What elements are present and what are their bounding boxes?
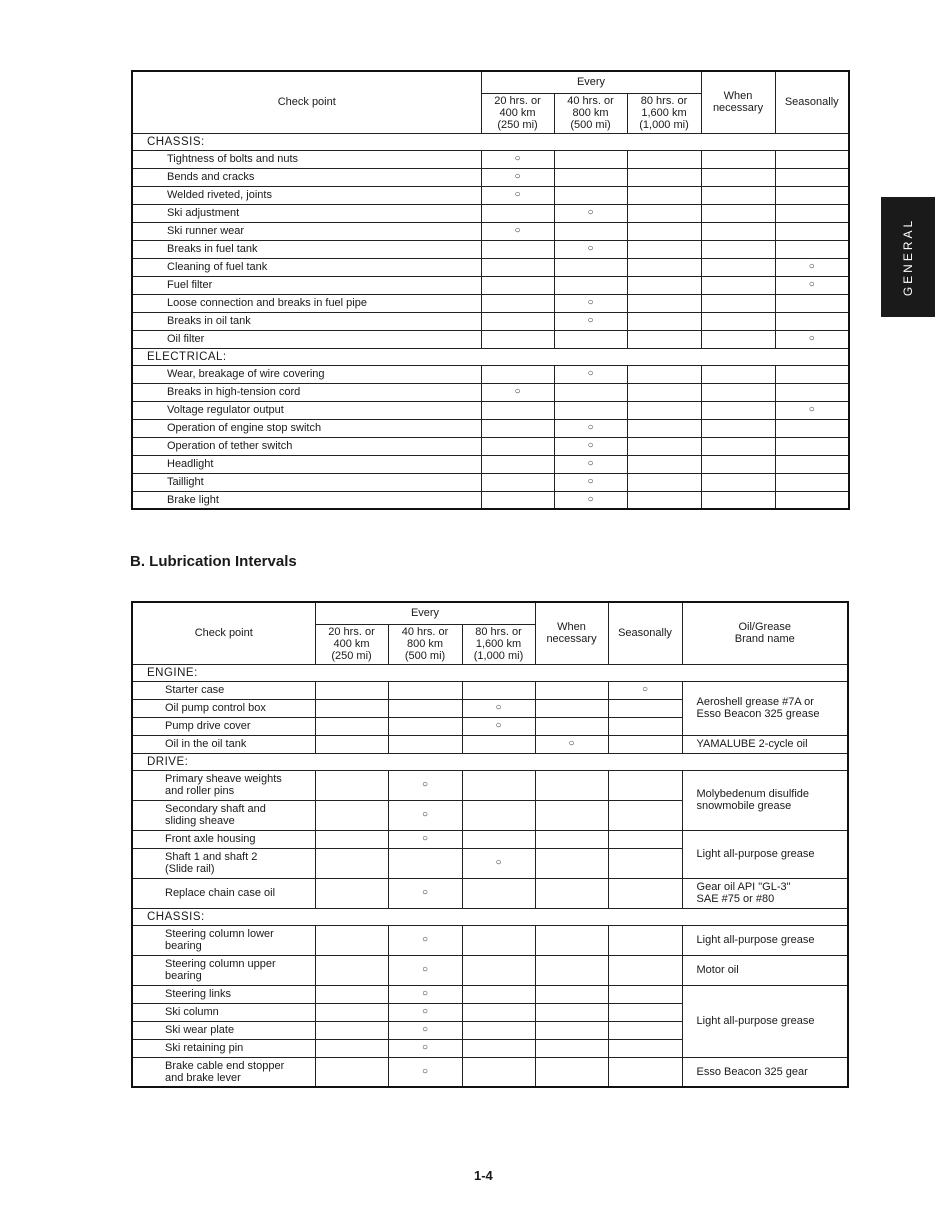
interval-mark [315, 925, 388, 955]
interval-mark [388, 681, 462, 699]
interval-mark [535, 770, 608, 800]
interval-mark [388, 717, 462, 735]
table-row [132, 770, 848, 800]
interval-mark: ○ [554, 365, 627, 383]
interval-mark [775, 383, 849, 401]
interval-mark [535, 1021, 608, 1039]
table-row [132, 204, 849, 222]
interval-mark [554, 401, 627, 419]
interval-mark [481, 294, 554, 312]
interval-mark: ○ [481, 168, 554, 186]
table-row [132, 168, 849, 186]
interval-mark [315, 717, 388, 735]
interval-mark [462, 770, 535, 800]
interval-mark [627, 491, 701, 509]
interval-mark [315, 985, 388, 1003]
interval-mark [608, 985, 682, 1003]
interval-mark [627, 222, 701, 240]
table-row [132, 312, 849, 330]
brand-name: Molybedenum disulfide snowmobile grease [682, 770, 848, 830]
interval-mark [627, 240, 701, 258]
interval-mark: ○ [554, 312, 627, 330]
table-row [132, 735, 848, 753]
interval-mark [627, 473, 701, 491]
check-item: Steering links [132, 985, 315, 1003]
interval-mark [775, 473, 849, 491]
interval-mark [315, 848, 388, 878]
table-row [132, 419, 849, 437]
interval-mark [627, 455, 701, 473]
interval-mark [701, 294, 775, 312]
interval-mark [627, 330, 701, 348]
interval-mark [388, 699, 462, 717]
interval-mark [608, 800, 682, 830]
check-item: Breaks in fuel tank [132, 240, 481, 258]
interval-mark: ○ [554, 240, 627, 258]
interval-mark [315, 1039, 388, 1057]
table-row [132, 383, 849, 401]
interval-mark [315, 955, 388, 985]
interval-mark: ○ [554, 437, 627, 455]
brand-name: YAMALUBE 2-cycle oil [682, 735, 848, 753]
table-row [132, 955, 848, 985]
table-row [132, 365, 849, 383]
table-row [132, 455, 849, 473]
interval-mark [315, 1021, 388, 1039]
interval-mark [535, 717, 608, 735]
table-row [132, 240, 849, 258]
interval-mark [627, 383, 701, 401]
check-item: Tightness of bolts and nuts [132, 150, 481, 168]
interval-mark [554, 186, 627, 204]
check-item: Loose connection and breaks in fuel pipe [132, 294, 481, 312]
interval-mark: ○ [388, 770, 462, 800]
check-item: Ski adjustment [132, 204, 481, 222]
section-row [132, 133, 849, 150]
interval-mark [627, 258, 701, 276]
interval-mark [775, 294, 849, 312]
interval-mark: ○ [388, 925, 462, 955]
interval-mark: ○ [554, 419, 627, 437]
check-item: Brake light [132, 491, 481, 509]
interval-mark [388, 848, 462, 878]
interval-mark [775, 455, 849, 473]
interval-mark [627, 419, 701, 437]
interval-mark [315, 681, 388, 699]
interval-mark [481, 491, 554, 509]
when-necessary-header: When necessary [701, 71, 775, 133]
brand-name: Light all-purpose grease [682, 925, 848, 955]
interval-mark [701, 437, 775, 455]
interval-mark [462, 1057, 535, 1087]
check-item: Oil in the oil tank [132, 735, 315, 753]
table-row [132, 925, 848, 955]
check-item: Brake cable end stopper and brake lever [132, 1057, 315, 1087]
check-item: Oil pump control box [132, 699, 315, 717]
interval-mark [462, 878, 535, 908]
interval-mark [481, 437, 554, 455]
interval-mark [627, 276, 701, 294]
interval-mark: ○ [388, 878, 462, 908]
section-tab-label: GENERAL [901, 217, 916, 297]
table-row [132, 294, 849, 312]
check-item: Wear, breakage of wire covering [132, 365, 481, 383]
interval-mark: ○ [481, 150, 554, 168]
interval-mark: ○ [388, 955, 462, 985]
interval-mark [627, 186, 701, 204]
interval-mark [535, 878, 608, 908]
interval-mark [627, 437, 701, 455]
interval-mark [701, 258, 775, 276]
interval-header: 40 hrs. or 800 km (500 mi) [554, 93, 627, 133]
interval-mark: ○ [554, 473, 627, 491]
table-row [132, 276, 849, 294]
interval-mark [701, 150, 775, 168]
interval-mark [627, 401, 701, 419]
interval-mark [627, 204, 701, 222]
check-item: Headlight [132, 455, 481, 473]
interval-header: 80 hrs. or 1,600 km (1,000 mi) [462, 624, 535, 664]
interval-mark [462, 681, 535, 699]
check-item: Breaks in oil tank [132, 312, 481, 330]
interval-mark [554, 276, 627, 294]
interval-mark [627, 312, 701, 330]
interval-mark [481, 419, 554, 437]
interval-mark: ○ [388, 985, 462, 1003]
interval-mark [481, 276, 554, 294]
table-row [132, 186, 849, 204]
interval-mark [462, 925, 535, 955]
interval-mark [608, 735, 682, 753]
interval-mark [462, 735, 535, 753]
check-item: Shaft 1 and shaft 2 (Slide rail) [132, 848, 315, 878]
interval-mark [701, 204, 775, 222]
interval-mark: ○ [554, 294, 627, 312]
check-item: Cleaning of fuel tank [132, 258, 481, 276]
interval-mark: ○ [481, 186, 554, 204]
interval-mark [535, 985, 608, 1003]
interval-mark [535, 1003, 608, 1021]
brand-name: Gear oil API "GL-3" SAE #75 or #80 [682, 878, 848, 908]
check-item: Operation of engine stop switch [132, 419, 481, 437]
every-header: Every [315, 602, 535, 624]
check-item: Replace chain case oil [132, 878, 315, 908]
interval-mark [535, 848, 608, 878]
interval-mark [554, 383, 627, 401]
page-number: 1-4 [474, 1168, 493, 1183]
interval-mark [535, 681, 608, 699]
interval-mark [481, 312, 554, 330]
interval-mark [462, 985, 535, 1003]
check-item: Steering column upper bearing [132, 955, 315, 985]
interval-mark [608, 830, 682, 848]
interval-mark [481, 365, 554, 383]
interval-mark: ○ [481, 222, 554, 240]
interval-mark [315, 770, 388, 800]
check-point-header: Check point [132, 602, 315, 664]
section-row [132, 908, 848, 925]
interval-mark [608, 848, 682, 878]
brand-name: Light all-purpose grease [682, 830, 848, 878]
interval-mark [315, 699, 388, 717]
interval-mark [701, 222, 775, 240]
interval-mark [701, 383, 775, 401]
section-tab-general [881, 197, 935, 317]
check-item: Front axle housing [132, 830, 315, 848]
check-item: Ski runner wear [132, 222, 481, 240]
interval-mark [701, 455, 775, 473]
section-title: CHASSIS: [132, 133, 849, 150]
check-item: Ski wear plate [132, 1021, 315, 1039]
interval-mark [701, 276, 775, 294]
interval-mark [775, 150, 849, 168]
interval-mark [481, 258, 554, 276]
section-title: ENGINE: [132, 664, 848, 681]
table-row [132, 258, 849, 276]
interval-mark: ○ [462, 699, 535, 717]
interval-mark [775, 240, 849, 258]
interval-mark [462, 800, 535, 830]
interval-mark [701, 491, 775, 509]
interval-mark [554, 330, 627, 348]
lubrication-intervals-table [131, 601, 849, 1088]
check-item: Bends and cracks [132, 168, 481, 186]
interval-mark [315, 735, 388, 753]
check-item: Breaks in high-tension cord [132, 383, 481, 401]
interval-mark [535, 800, 608, 830]
interval-mark: ○ [388, 830, 462, 848]
table-row [132, 473, 849, 491]
header-row [132, 602, 848, 624]
table-row [132, 437, 849, 455]
interval-mark [462, 1021, 535, 1039]
table-row [132, 985, 848, 1003]
check-item: Taillight [132, 473, 481, 491]
table-row [132, 330, 849, 348]
interval-mark [775, 419, 849, 437]
interval-header: 20 hrs. or 400 km (250 mi) [481, 93, 554, 133]
table-row [132, 830, 848, 848]
interval-mark [481, 455, 554, 473]
interval-mark [608, 1057, 682, 1087]
interval-mark [627, 168, 701, 186]
interval-mark [535, 1057, 608, 1087]
table-row [132, 491, 849, 509]
interval-mark [775, 365, 849, 383]
interval-mark: ○ [775, 258, 849, 276]
interval-mark [701, 401, 775, 419]
interval-mark: ○ [388, 1057, 462, 1087]
check-item: Fuel filter [132, 276, 481, 294]
interval-mark [315, 878, 388, 908]
interval-mark [554, 222, 627, 240]
interval-mark [775, 491, 849, 509]
check-point-header: Check point [132, 71, 481, 133]
interval-mark: ○ [554, 491, 627, 509]
interval-mark [627, 150, 701, 168]
interval-mark [775, 168, 849, 186]
interval-mark [315, 1003, 388, 1021]
interval-mark [608, 1039, 682, 1057]
interval-mark: ○ [388, 1003, 462, 1021]
table-row [132, 401, 849, 419]
interval-mark [554, 258, 627, 276]
check-item: Secondary shaft and sliding sheave [132, 800, 315, 830]
interval-mark [608, 878, 682, 908]
interval-mark [608, 955, 682, 985]
interval-mark: ○ [775, 330, 849, 348]
table-row [132, 1057, 848, 1087]
interval-mark [481, 330, 554, 348]
section-title: CHASSIS: [132, 908, 848, 925]
interval-mark [535, 955, 608, 985]
table-row [132, 222, 849, 240]
interval-mark [627, 294, 701, 312]
interval-header: 20 hrs. or 400 km (250 mi) [315, 624, 388, 664]
interval-mark: ○ [535, 735, 608, 753]
check-item: Steering column lower bearing [132, 925, 315, 955]
interval-mark [315, 1057, 388, 1087]
interval-mark: ○ [388, 800, 462, 830]
interval-mark: ○ [775, 276, 849, 294]
table-row [132, 150, 849, 168]
interval-mark [608, 925, 682, 955]
section-row [132, 348, 849, 365]
interval-mark [775, 222, 849, 240]
interval-mark: ○ [462, 717, 535, 735]
interval-mark [462, 1039, 535, 1057]
interval-mark [481, 204, 554, 222]
check-item: Ski retaining pin [132, 1039, 315, 1057]
interval-mark [462, 830, 535, 848]
check-item: Voltage regulator output [132, 401, 481, 419]
interval-mark [481, 240, 554, 258]
interval-mark [701, 186, 775, 204]
interval-mark [608, 699, 682, 717]
interval-mark [315, 800, 388, 830]
table-row [132, 878, 848, 908]
interval-mark [608, 770, 682, 800]
interval-mark: ○ [388, 1039, 462, 1057]
interval-mark [535, 925, 608, 955]
when-necessary-header: When necessary [535, 602, 608, 664]
section-row [132, 753, 848, 770]
interval-mark [554, 168, 627, 186]
interval-mark [627, 365, 701, 383]
interval-mark [388, 735, 462, 753]
interval-mark: ○ [388, 1021, 462, 1039]
brand-name: Motor oil [682, 955, 848, 985]
every-header: Every [481, 71, 701, 93]
interval-mark [462, 1003, 535, 1021]
interval-mark [315, 830, 388, 848]
inspection-intervals-table [131, 70, 850, 510]
brand-name: Light all-purpose grease [682, 985, 848, 1057]
section-heading: B. Lubrication Intervals [130, 553, 297, 570]
brand-name: Aeroshell grease #7A or Esso Beacon 325 grease [682, 681, 848, 735]
interval-mark [608, 717, 682, 735]
interval-mark: ○ [554, 204, 627, 222]
interval-mark [701, 419, 775, 437]
check-item: Pump drive cover [132, 717, 315, 735]
interval-mark: ○ [554, 455, 627, 473]
section-title: DRIVE: [132, 753, 848, 770]
interval-mark [701, 473, 775, 491]
check-item: Starter case [132, 681, 315, 699]
interval-mark [462, 955, 535, 985]
interval-mark [775, 312, 849, 330]
table-row [132, 681, 848, 699]
interval-mark [608, 1003, 682, 1021]
interval-mark [535, 699, 608, 717]
check-item: Oil filter [132, 330, 481, 348]
check-item: Operation of tether switch [132, 437, 481, 455]
interval-mark: ○ [608, 681, 682, 699]
interval-mark [481, 401, 554, 419]
interval-mark [775, 186, 849, 204]
check-item: Ski column [132, 1003, 315, 1021]
interval-mark [701, 330, 775, 348]
brand-name-header: Oil/Grease Brand name [682, 602, 848, 664]
brand-name: Esso Beacon 325 gear [682, 1057, 848, 1087]
seasonally-header: Seasonally [608, 602, 682, 664]
interval-mark [701, 168, 775, 186]
interval-mark: ○ [462, 848, 535, 878]
interval-header: 40 hrs. or 800 km (500 mi) [388, 624, 462, 664]
section-title: ELECTRICAL: [132, 348, 849, 365]
interval-mark [554, 150, 627, 168]
check-item: Primary sheave weights and roller pins [132, 770, 315, 800]
interval-mark: ○ [775, 401, 849, 419]
interval-header: 80 hrs. or 1,600 km (1,000 mi) [627, 93, 701, 133]
header-row [132, 71, 849, 93]
interval-mark [701, 240, 775, 258]
interval-mark [608, 1021, 682, 1039]
section-row [132, 664, 848, 681]
seasonally-header: Seasonally [775, 71, 849, 133]
interval-mark [701, 312, 775, 330]
interval-mark [701, 365, 775, 383]
interval-mark: ○ [481, 383, 554, 401]
check-item: Welded riveted, joints [132, 186, 481, 204]
interval-mark [481, 473, 554, 491]
interval-mark [535, 830, 608, 848]
interval-mark [535, 1039, 608, 1057]
interval-mark [775, 437, 849, 455]
interval-mark [775, 204, 849, 222]
